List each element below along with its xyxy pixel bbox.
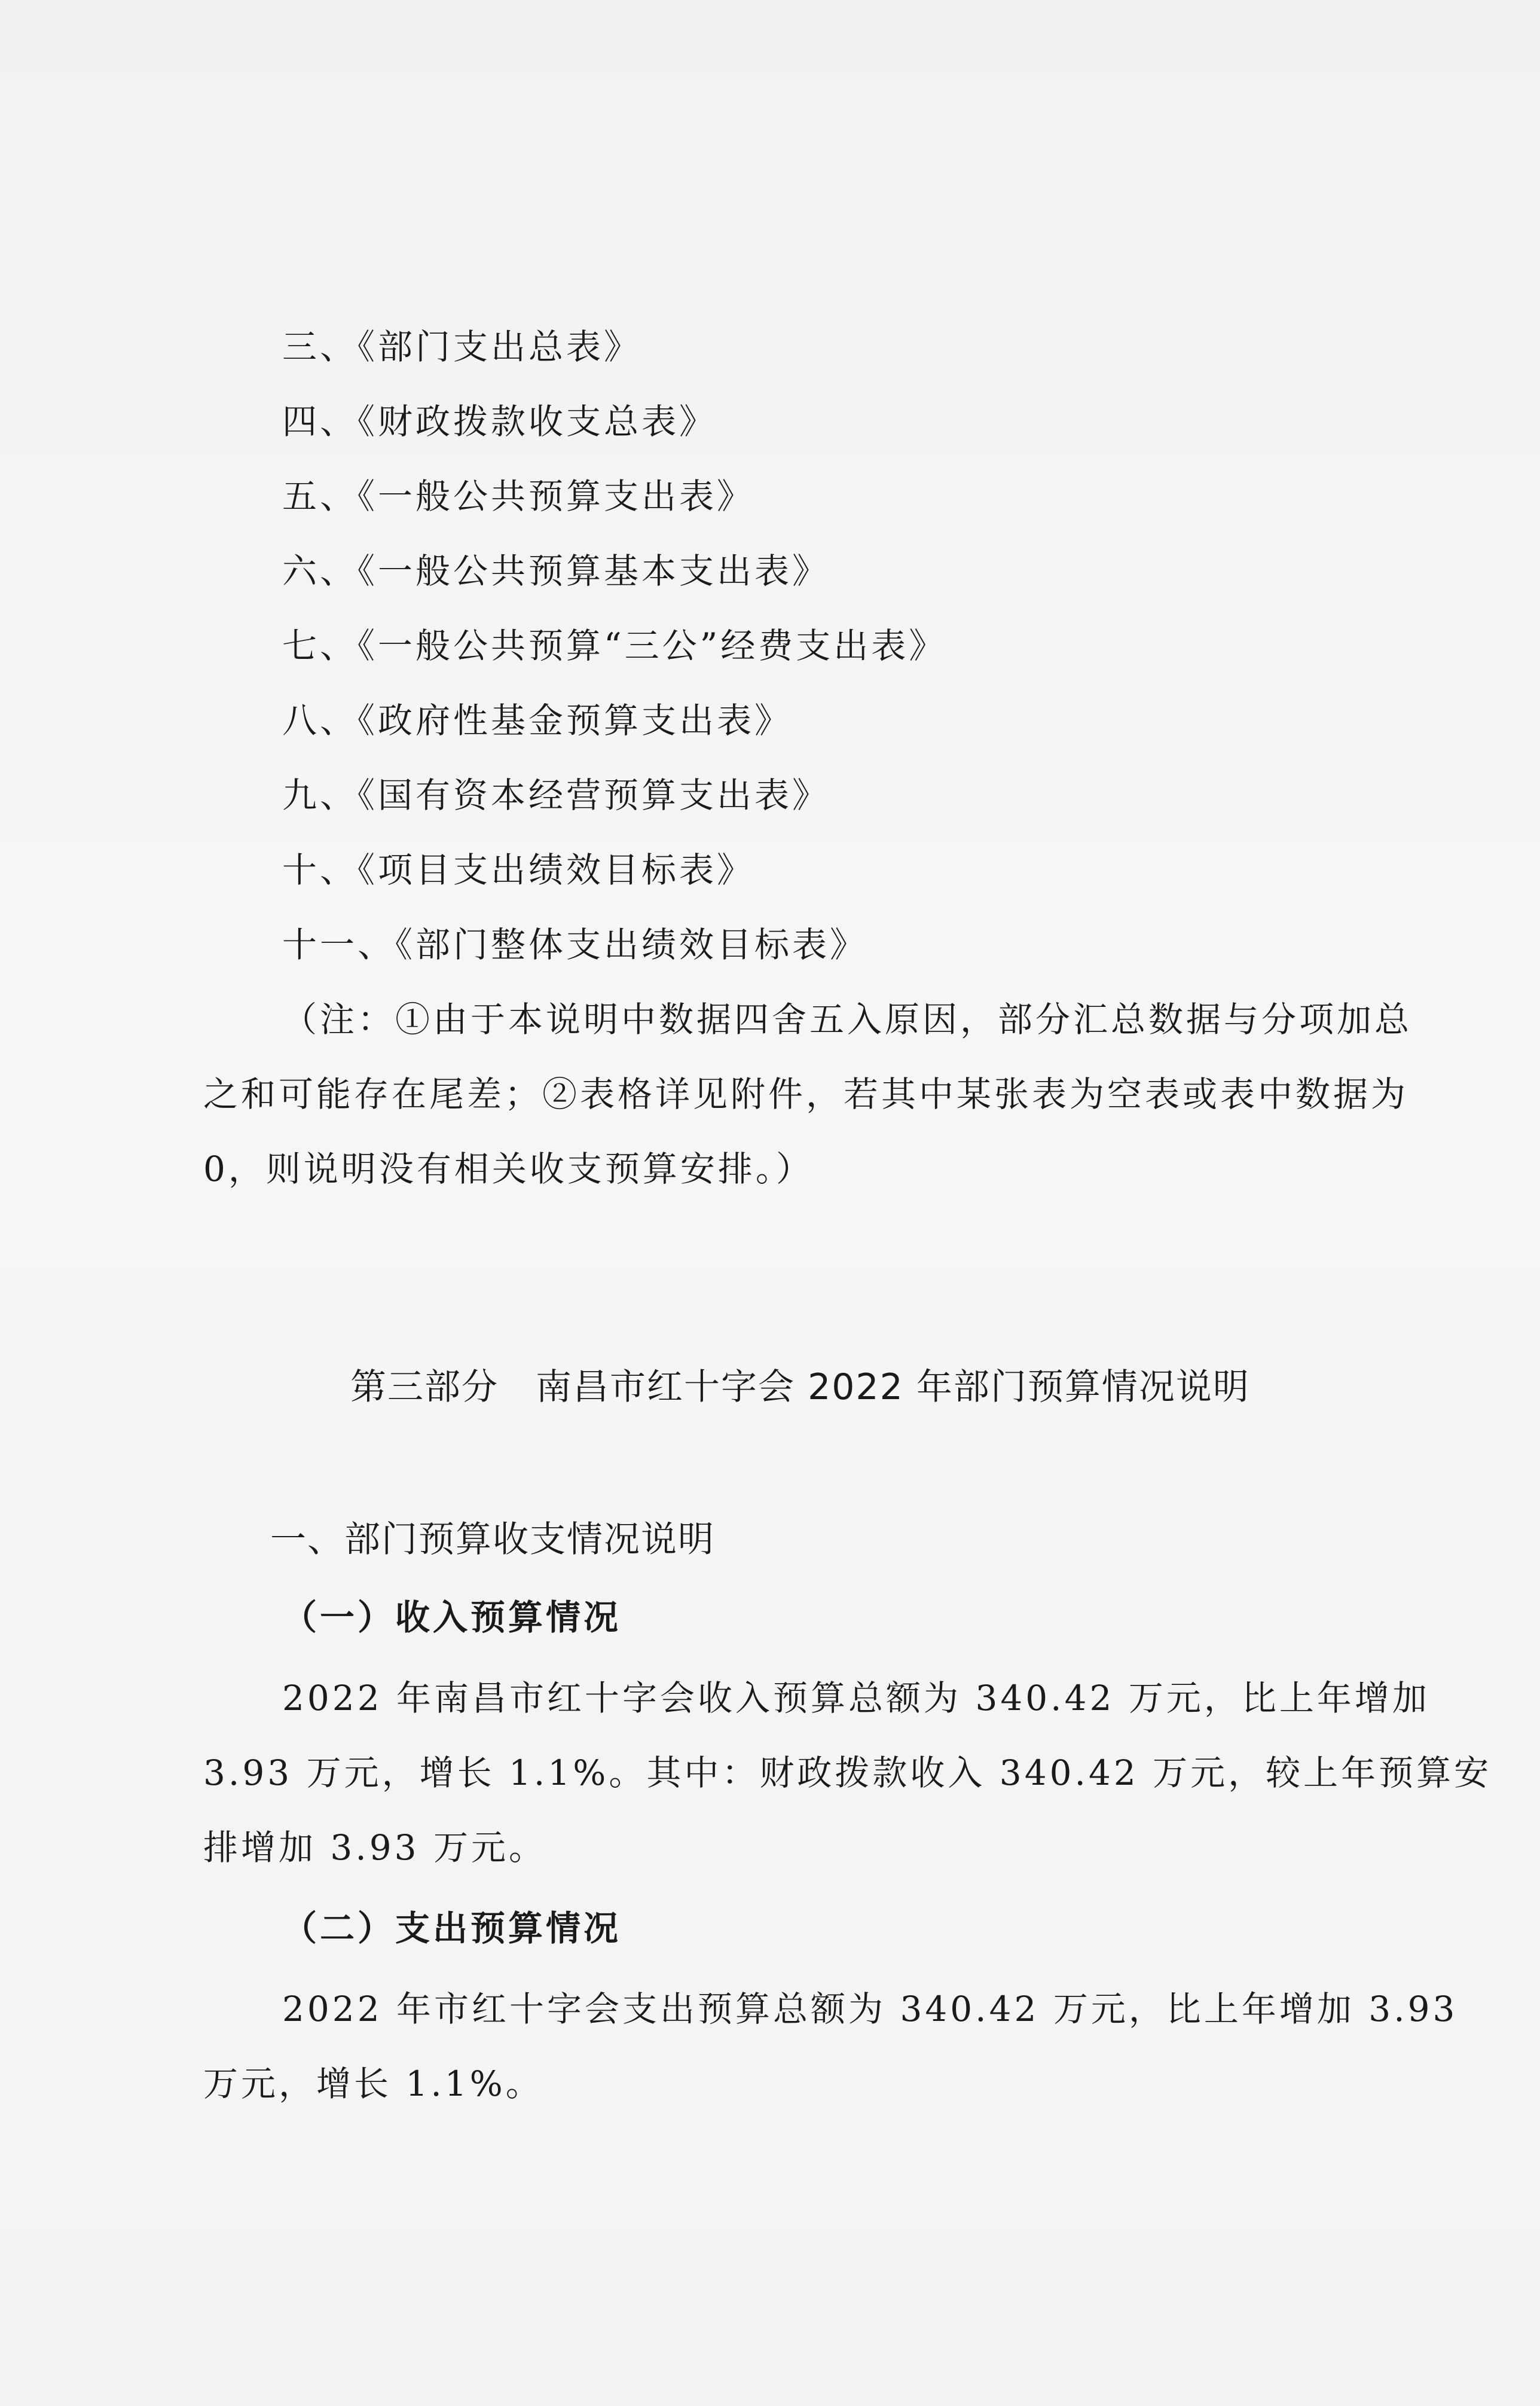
toc-item: 十一、《部门整体支出绩效目标表》: [282, 924, 868, 965]
note-line: 0，则说明没有相关收支预算安排。）: [203, 1149, 814, 1189]
paragraph-line: 万元，增长 1.1%。: [203, 2063, 543, 2104]
subsection-title: （二）支出预算情况: [282, 1908, 622, 1949]
paragraph-line: 2022 年市红十字会支出预算总额为 340.42 万元，比上年增加 3.93: [282, 1989, 1458, 2029]
note-line: 之和可能存在尾差；②表格详见附件，若其中某张表为空表或表中数据为: [203, 1074, 1409, 1115]
toc-item: 十、《项目支出绩效目标表》: [282, 850, 755, 890]
subsection-title: （一）收入预算情况: [282, 1597, 622, 1638]
paragraph-line: 排增加 3.93 万元。: [203, 1827, 547, 1868]
toc-item: 九、《国有资本经营预算支出表》: [282, 775, 830, 816]
paragraph-line: 3.93 万元，增长 1.1%。其中：财政拨款收入 340.42 万元，较上年预算安: [203, 1752, 1492, 1793]
section-title: 一、部门预算收支情况说明: [270, 1519, 715, 1561]
toc-item: 六、《一般公共预算基本支出表》: [282, 551, 830, 591]
part-title: 第三部分 南昌市红十字会 2022 年部门预算情况说明: [350, 1366, 1250, 1408]
toc-item: 四、《财政拨款收支总表》: [282, 401, 717, 442]
toc-item: 五、《一般公共预算支出表》: [282, 476, 755, 517]
toc-item: 七、《一般公共预算“三公”经费支出表》: [282, 625, 947, 666]
note-line: （注：①由于本说明中数据四舍五入原因，部分汇总数据与分项加总: [282, 999, 1413, 1040]
toc-item: 三、《部门支出总表》: [282, 326, 642, 367]
paragraph-line: 2022 年南昌市红十字会收入预算总额为 340.42 万元，比上年增加: [282, 1678, 1430, 1718]
toc-item: 八、《政府性基金预算支出表》: [282, 700, 793, 741]
